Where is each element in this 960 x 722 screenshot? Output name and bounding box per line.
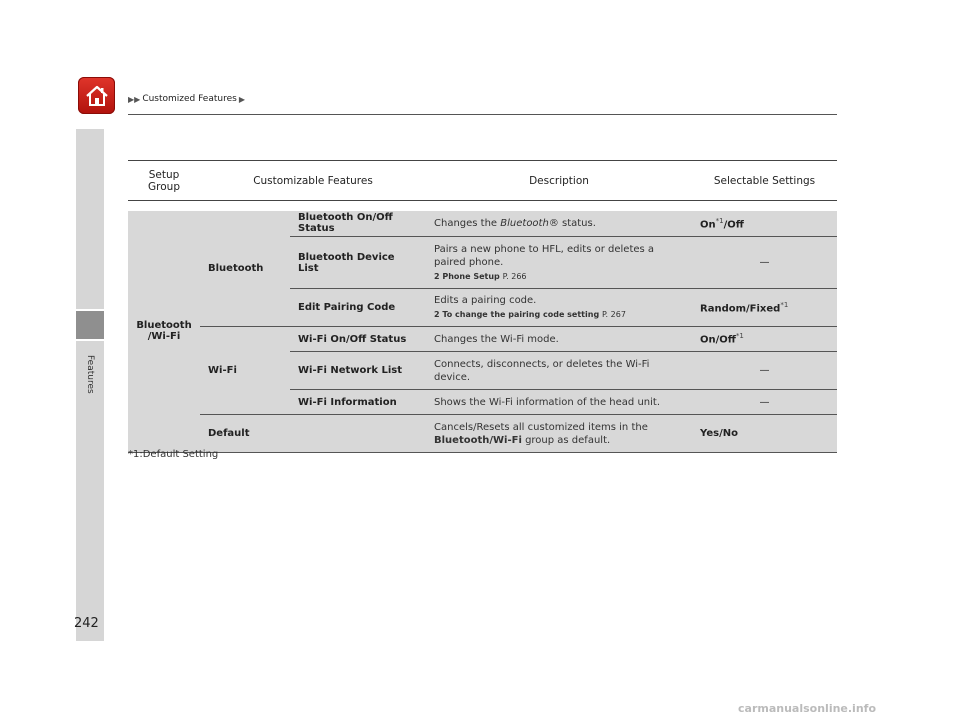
column-header-setup-group: Setup Group [128, 161, 200, 201]
feature-description: Cancels/Resets all customized items in the Bluetooth/Wi-Fi group as default. [426, 415, 692, 453]
table-row [128, 415, 837, 453]
breadcrumb-arrow-icon: ▶ [238, 94, 245, 104]
selectable-settings: — [692, 352, 837, 390]
home-icon [84, 84, 110, 108]
setup-group-cell: Bluetooth /Wi-Fi [128, 211, 200, 453]
side-tab-active[interactable] [76, 311, 104, 339]
header-divider [128, 114, 837, 115]
feature-name: Wi-Fi On/Off Status [290, 327, 426, 352]
feature-description: Edits a pairing code. 2 To change the pairing code setting P. 267 [426, 289, 692, 327]
breadcrumb [128, 94, 245, 104]
reference-link[interactable]: Phone Setup [442, 271, 500, 281]
customization-table [128, 160, 837, 453]
column-header-features: Customizable Features [200, 161, 426, 201]
side-tab[interactable] [76, 129, 104, 309]
watermark: carmanualsonline.info [738, 702, 876, 715]
breadcrumb-link[interactable]: Customized Features [142, 94, 237, 104]
feature-description: Shows the Wi-Fi information of the head unit. [426, 390, 692, 415]
table-row [128, 327, 837, 352]
footnote: *1:Default Setting [128, 449, 219, 460]
reference-link[interactable]: To change the pairing code setting [442, 310, 600, 319]
selectable-settings: Yes/No [692, 415, 837, 453]
selectable-settings: On$^{*1}$/Off [692, 211, 837, 237]
page-number: 242 [74, 616, 99, 631]
table-row [128, 211, 837, 237]
sub-group-bluetooth: Bluetooth [200, 211, 290, 327]
side-tab-label: Features [85, 355, 95, 394]
reference-arrow-icon: 2 [434, 310, 443, 319]
home-button[interactable] [78, 77, 115, 114]
feature-name: Wi-Fi Network List [290, 352, 426, 390]
feature-name: Wi-Fi Information [290, 390, 426, 415]
selectable-settings: — [692, 390, 837, 415]
sub-group-default: Default [200, 415, 290, 453]
sub-group-wifi: Wi-Fi [200, 327, 290, 415]
column-header-settings: Selectable Settings [692, 161, 837, 201]
feature-description: Pairs a new phone to HFL, edits or deletes a paired phone. 2 Phone Setup P. 266 [426, 237, 692, 289]
feature-description: Changes the Wi-Fi mode. [426, 327, 692, 352]
feature-name: Bluetooth Device List [290, 237, 426, 289]
reference-arrow-icon: 2 [434, 271, 443, 281]
selectable-settings: On/Off$^{*1}$ [692, 327, 837, 352]
feature-name: Bluetooth On/Off Status [290, 211, 426, 237]
feature-name: Edit Pairing Code [290, 289, 426, 327]
feature-description: Changes the Bluetooth® status. [426, 211, 692, 237]
selectable-settings: — [692, 237, 837, 289]
selectable-settings: Random/Fixed$^{*1}$ [692, 289, 837, 327]
breadcrumb-arrow-icon: ▶▶ [128, 94, 141, 104]
feature-description: Connects, disconnects, or deletes the Wi-Fi device. [426, 352, 692, 390]
column-header-description: Description [426, 161, 692, 201]
